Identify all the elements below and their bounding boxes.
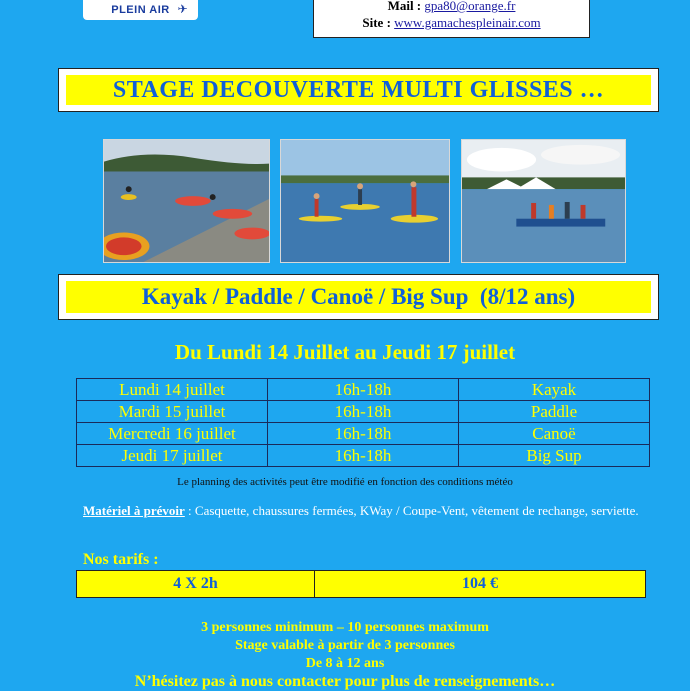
schedule-day: Mardi 15 juillet [77,401,268,423]
pricing-heading: Nos tarifs : [83,551,159,568]
activities-subtitle: Kayak / Paddle / Canoë / Big Sup (8/12 ans) [66,281,651,313]
pricing-formula: 4 X 2h [77,571,315,598]
footer-contact: N’hésitez pas à nous contacter pour plus de renseignements… [134,673,556,690]
site-link[interactable]: www.gamachespleinair.com [394,15,541,30]
schedule-day: Jeudi 17 juillet [77,445,268,467]
title-box [58,68,659,112]
schedule-activity: Kayak [459,379,650,401]
photo-kayak [103,139,270,263]
footer-capacity: 3 personnes minimum – 10 personnes maximum [201,620,489,635]
equipment-label: Matériel à prévoir [83,503,185,518]
page-title: STAGE DECOUVERTE MULTI GLISSES … [66,75,651,105]
schedule-table [76,378,650,467]
site-label: Site : [362,15,391,30]
schedule-time: 16h-18h [268,445,459,467]
table-row [77,571,646,598]
logo-text: PLEIN AIR [111,4,170,16]
weather-note: Le planning des activités peut être modifié en fonction des conditions météo [177,476,513,488]
subtitle-box [58,274,659,320]
table-row [77,423,650,445]
schedule-activity: Paddle [459,401,650,423]
equipment-text: : Casquette, chaussures fermées, KWay / Coupe-Vent, vêtement de rechange, serviette. [184,503,639,518]
footer-minimum: Stage valable à partir de 3 personnes [235,638,455,653]
equipment-section [83,503,643,519]
plane-icon: ✈ [177,2,188,16]
schedule-activity: Canoë [459,423,650,445]
schedule-activity: Big Sup [459,445,650,467]
site-line [314,14,589,31]
contact-box [313,0,590,38]
footer-ages: De 8 à 12 ans [305,656,385,671]
date-range: Du Lundi 14 Juillet au Jeudi 17 juillet [174,340,516,364]
schedule-day: Lundi 14 juillet [77,379,268,401]
table-row [77,445,650,467]
photo-bigsup [461,139,626,263]
table-row [77,379,650,401]
schedule-day: Mercredi 16 juillet [77,423,268,445]
mail-label: Mail : [387,0,422,13]
schedule-time: 16h-18h [268,401,459,423]
logo [83,0,198,20]
pricing-price: 104 € [315,571,646,598]
photo-paddle [280,139,450,263]
table-row [77,401,650,423]
schedule-time: 16h-18h [268,423,459,445]
pricing-table [76,570,646,598]
footer-info [0,619,690,691]
mail-link[interactable]: gpa80@orange.fr [424,0,516,13]
schedule-time: 16h-18h [268,379,459,401]
mail-line [314,0,589,14]
